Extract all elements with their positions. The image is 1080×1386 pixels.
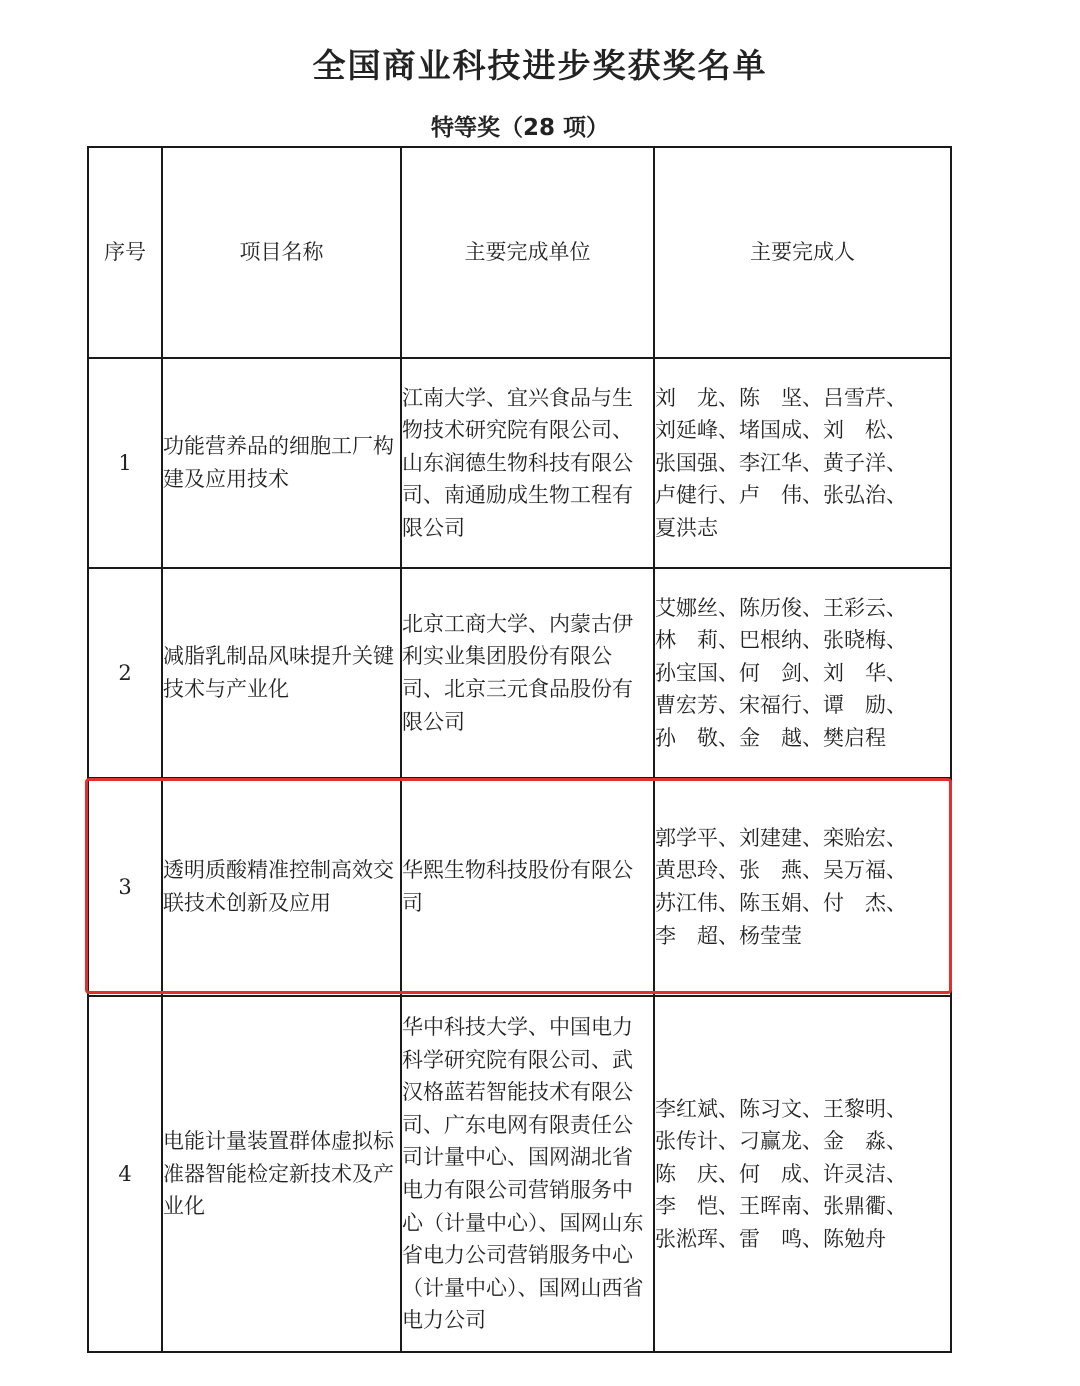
people-line: 李红斌、陈习文、王黎明、: [655, 1096, 907, 1121]
people-line: 林 莉、巴根纳、张晓梅、: [655, 628, 907, 653]
row-number: 4: [88, 996, 162, 1352]
award-category-subtitle: 特等奖（28 项）: [430, 115, 609, 141]
people-line: 郭学平、刘建建、栾贻宏、: [655, 825, 907, 850]
table-row-highlighted: [88, 778, 951, 996]
table-header-row: [88, 147, 951, 358]
table-row: [88, 996, 951, 1352]
people: [654, 996, 951, 1352]
project-name: 透明质酸精准控制高效交联技术创新及应用: [162, 778, 401, 996]
people-line: 夏洪志: [655, 515, 718, 540]
row-number: 2: [88, 568, 162, 778]
project-name: 减脂乳制品风味提升关键技术与产业化: [162, 568, 401, 778]
people-line: 卢健行、卢 伟、张弘治、: [655, 483, 907, 508]
project-name: 电能计量装置群体虚拟标准器智能检定新技术及产业化: [162, 996, 401, 1352]
people: [654, 568, 951, 778]
people: [654, 778, 951, 996]
people-line: 李 超、杨莹莹: [655, 923, 802, 948]
project-name: 功能营养品的细胞工厂构建及应用技术: [162, 358, 401, 568]
people-line: 艾娜丝、陈历俊、王彩云、: [655, 595, 907, 620]
header-people: 主要完成人: [654, 147, 951, 358]
awards-table: [87, 146, 952, 1353]
organization: 华中科技大学、中国电力科学研究院有限公司、武汉格蓝若智能技术有限公司、广东电网有限责任公司计量中心、国网湖北省电力有限公司营销服务中心（计量中心）、国网山东省电力公司营销服务中心（计量中心）、国网山西省电力公司: [401, 996, 654, 1352]
organization: 江南大学、宜兴食品与生物技术研究院有限公司、山东润德生物科技有限公司、南通励成生物工程有限公司: [401, 358, 654, 568]
people-line: 张淞珲、雷 鸣、陈勉舟: [655, 1226, 886, 1251]
header-organization: 主要完成单位: [401, 147, 654, 358]
people: [654, 358, 951, 568]
organization: 北京工商大学、内蒙古伊利实业集团股份有限公司、北京三元食品股份有限公司: [401, 568, 654, 778]
header-project-name: 项目名称: [162, 147, 401, 358]
row-number: 3: [88, 778, 162, 996]
people-line: 张传计、刁赢龙、金 淼、: [655, 1129, 907, 1154]
people-line: 刘延峰、堵国成、刘 松、: [655, 418, 907, 443]
page-title: 全国商业科技进步奖获奖名单: [312, 46, 768, 85]
people-line: 苏江伟、陈玉娟、付 杰、: [655, 891, 907, 915]
people-line: 张国强、李江华、黄子洋、: [655, 450, 907, 475]
row-number: 1: [88, 358, 162, 568]
organization: 华熙生物科技股份有限公司: [401, 778, 654, 996]
people-line: 陈 庆、何 成、许灵洁、: [655, 1161, 907, 1186]
people-line: 李 恺、王晖南、张鼎衢、: [655, 1194, 907, 1219]
people-line: 黄思玲、张 燕、吴万福、: [655, 858, 907, 883]
table-row: [88, 568, 951, 778]
header-no: 序号: [88, 147, 162, 358]
people-line: 刘 龙、陈 坚、吕雪芹、: [655, 385, 907, 410]
people-line: 孙 敬、金 越、樊启程: [655, 725, 886, 750]
people-line: 曹宏芳、宋福行、谭 励、: [655, 693, 907, 718]
people-line: 孙宝国、何 剑、刘 华、: [655, 660, 907, 685]
table-row: [88, 358, 951, 568]
